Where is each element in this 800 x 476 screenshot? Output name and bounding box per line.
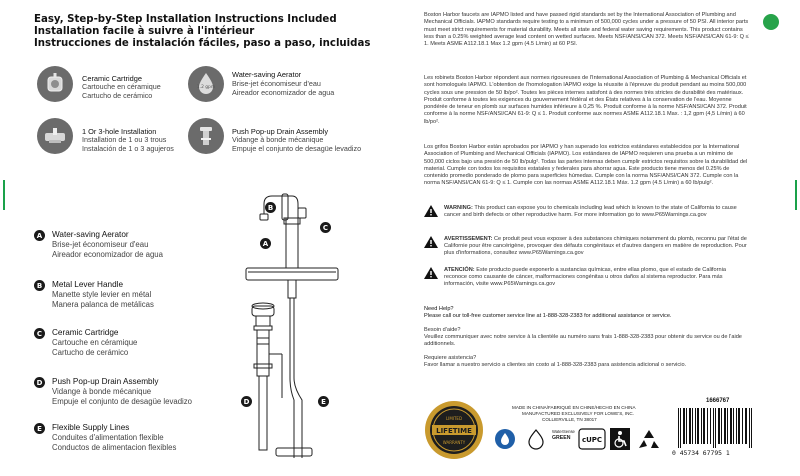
feature-title: 1 Or 3-hole Installation: [82, 127, 157, 136]
diagram-label-d: D: [241, 396, 252, 407]
left-edge-marker: [3, 180, 5, 210]
warning-text: Este producto puede exponerlo a sustancias químicas, entre ellas plomo, que el estado de California reconoce como causante de cáncer, malformaciones congénitas u otros daños al sistema reproductor. Para más información, visite www.P65Warnings.ca.gov: [444, 267, 726, 288]
part-letter: B: [34, 280, 45, 291]
cupc-icon: [578, 428, 606, 450]
recycle-icon: [636, 428, 662, 452]
part-fr: Conduites d'alimentation flexible: [52, 433, 164, 442]
seal-top: LIMITED: [445, 416, 463, 421]
part-title: Metal Lever Handle: [52, 280, 123, 289]
model-number: 1666767: [706, 398, 730, 404]
water-drop-icon: [188, 66, 224, 102]
svg-text:cUPC: cUPC: [581, 436, 603, 444]
hole-installation-icon: [37, 118, 73, 154]
seal-bottom: WARRANTY: [442, 440, 466, 445]
watersense-label: WaterSense: [552, 429, 575, 434]
drop-label: 1.2 gpm: [196, 85, 216, 90]
part-fr: Cartouche en céramique: [52, 338, 138, 347]
diagram-label-a: A: [260, 238, 271, 249]
part-es: Aireador economizador de agua: [52, 250, 163, 259]
part-es: Cartucho de cerámico: [52, 348, 129, 357]
help-es: Favor llamar a nuestro servicio a clientes sin costo al 1-888-328-2383 para asistencia adicional o servicio.: [424, 362, 687, 368]
help-en: Please call our toll-free customer service line at 1-888-328-2383 for additional assistance or service.: [424, 313, 672, 319]
heading-es: Instrucciones de instalación fáciles, paso a paso, incluidas: [34, 38, 371, 49]
lifetime-warranty-seal: [424, 400, 484, 460]
help-title: Need Help?: [424, 306, 454, 312]
part-fr: Brise-jet économiseur d'eau: [52, 240, 149, 249]
watersense-icon: [524, 428, 548, 450]
warning-triangle-icon: [424, 205, 438, 217]
diagram-label-b: B: [265, 202, 276, 213]
wheelchair-icon: [610, 428, 630, 450]
part-title: Flexible Supply Lines: [52, 423, 130, 432]
green-dot: [763, 14, 779, 30]
warning-triangle-icon: [424, 236, 438, 248]
part-title: Ceramic Cartridge: [52, 328, 119, 337]
ceramic-cartridge-icon: [37, 66, 73, 102]
part-letter: E: [34, 423, 45, 434]
part-letter: A: [34, 230, 45, 241]
warning-label: WARNING:: [444, 205, 473, 211]
warning-fr: [444, 236, 750, 257]
part-letter: D: [34, 377, 45, 388]
feature-fr: Cartouche en céramique: [82, 82, 161, 91]
green-label: GREEN: [552, 435, 571, 441]
feature-title: Ceramic Cartridge: [82, 74, 142, 83]
seal-text: LIFETIME: [436, 427, 472, 435]
right-edge-marker: [795, 180, 797, 210]
standards-fr: Les robinets Boston Harbor répondent aux normes rigoureuses de l'International Association of Plumbing & Mechanical Officials et sont homologués IAPMO. L'obtention de l'homologation IAPMO exige la réussite à l'épreuve du produit pendant au moins 500,000 cycles sous une pression de 50 lb/po². Toutes les pièces internes satisfont à des normes très strictes de durabilité des matériaux. Produit conforme à toutes les exigences du gouvernement fédéral et des États relatives à la conservation de l'eau. Moyenne pondérée de teneur en plomb sur surfaces humides inférieure à 0,25 %. Produit conforme à la norme NSF/ANSI/CAN 372. Produit conforme à la norme NSF/ANSI/CAN 61-9: Q ≤ 1. Produit conforme aux normes ASME A112.18.1 Max. : 1,2 gpm (4,5 L/min) à 60 lb/po².: [424, 75, 747, 125]
help-es-title: Requiere asistencia?: [424, 355, 477, 361]
feature-fr: Brise-jet économiseur d'eau: [232, 79, 321, 88]
feature-es: Cartucho de cerámico: [82, 91, 153, 100]
feature-fr: Vidange à bonde mécanique: [232, 135, 324, 144]
warning-es: [444, 267, 750, 288]
warning-text: This product can expose you to chemicals including lead which is known to the state of California to cause cancer and birth defects or other reproductive harm. For more information go to www.P65Warnings.ca.gov: [444, 205, 737, 219]
part-es: Conductos de alimentacion flexibles: [52, 443, 177, 452]
warning-triangle-icon: [424, 267, 438, 279]
part-fr: Manette style levier en métal: [52, 290, 152, 299]
origin-line-2: MANUFACTURED EXCLUSIVELY FOR LOWE'S, INC.: [522, 411, 634, 416]
heading-fr: Installation facile à suivre à l'intérieur: [34, 26, 255, 37]
warning-text: Ce produit peut vous exposer à des substances chimiques notamment du plomb, reconnu par l'état de Californie pour être cancérigène, provoquer des défauts congénitaux et d'autres dangers en matière de reproduction. Pour plus d'informations, consultez www.P65Warnings.ca.gov: [444, 236, 747, 257]
part-fr: Vidange à bonde mécanique: [52, 387, 152, 396]
part-title: Water-saving Aerator: [52, 230, 129, 239]
help-fr: Veuillez communiquer avec notre service à la clientèle au numéro sans frais 1-888-328-2383 pour obtenir du service ou de l'aide additionnels.: [424, 334, 742, 348]
feature-title: Push Pop-up Drain Assembly: [232, 127, 329, 136]
standards-en: Boston Harbor faucets are IAPMO listed and have passed rigid standards set by the International Association of Plumbing and Mechanical Officials. IAPMO standards require testing to a minimum of 500,000 cycles under a pressure of 50 PSI. All interior parts must meet strict requirements for material durability. Meets all state and federal water saving requirements. This product contains less than a 0.25% weighted average lead content on wetted surfaces. Meets NSF/ANSI/CAN 372. Meets NSF/ANSI/CAN 61-9: Q ≤ 1. Meets ASME A112.18.1 Max 1.2 gpm (4.5 L/min) at 60 PSI.: [424, 12, 749, 48]
warning-en: [444, 205, 750, 219]
part-es: Empuje el conjunto de desagüe levadizo: [52, 397, 193, 406]
origin-line-3: COLLIERVILLE, TN 38017: [542, 417, 597, 422]
standards-es: Los grifos Boston Harbor están aprobados por IAPMO y han superado los estrictos estándares establecidos por la International Association of Plumbing and Mechanical Officials (IAPMO). Los estándares de IAPMO requieren una prueba a un mínimo de 500,000 ciclos bajo una presión de 50 lb/pulg². Todas las partes internas deben cumplir estrictos requisitos sobre la durabilidad del material. Cumple con todos los requisitos estatales y federales para ahorrar agua. Este producto tiene menos del 0.25% de contenido promedio ponderado de plomo para superficies húmedas. Cumple con la norma NSF/ANSI/CAN 372. Cumple con la norma NSF/ANSI/CAN 61-9: Q ≤ 1. Cumple con las normas ASME A112.18.1 Máx. 1.2 gpm (4.5 L/min) a 60 lb/pulg².: [424, 144, 748, 187]
warning-label: AVERTISSEMENT:: [444, 236, 493, 242]
feature-fr: Installation de 1 ou 3 trous: [82, 135, 167, 144]
help-fr-title: Besoin d'aide?: [424, 327, 461, 333]
part-letter: C: [34, 328, 45, 339]
part-es: Manera palanca de metálicas: [52, 300, 154, 309]
barcode: [676, 408, 756, 452]
feature-title: Water-saving Aerator: [232, 70, 302, 79]
barcode-digits: 0 45734 67795 1: [672, 449, 730, 457]
nsf-icon: [494, 428, 516, 450]
feature-es: Aireador economizador de agua: [232, 88, 335, 97]
origin-line-1: MADE IN CHINA/FABRIQUÉ EN CHINE/HECHO EN CHINA: [512, 405, 636, 410]
feature-es: Empuje el conjunto de desagüe levadizo: [232, 144, 362, 153]
warning-label: ATENCIÓN:: [444, 267, 475, 273]
part-title: Push Pop-up Drain Assembly: [52, 377, 159, 386]
diagram-label-c: C: [320, 222, 331, 233]
faucet-diagram: [232, 168, 372, 468]
drain-assembly-icon: [188, 118, 224, 154]
feature-es: Instalación de 1 o 3 agujeros: [82, 144, 174, 153]
diagram-label-e: E: [318, 396, 329, 407]
heading-en: Easy, Step-by-Step Installation Instructions Included: [34, 14, 337, 25]
